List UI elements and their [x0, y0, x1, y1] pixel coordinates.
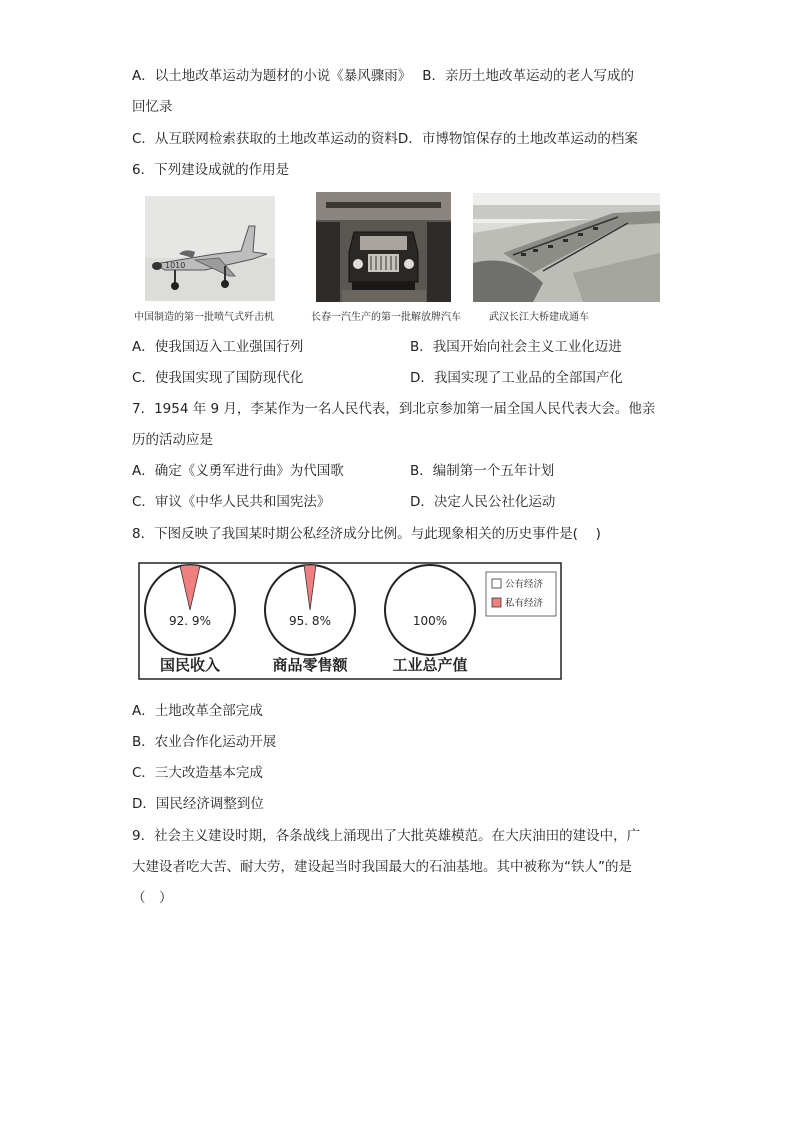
q8-option-d: D．国民经济调整到位 — [132, 796, 264, 812]
pie-value-label: 95. 8% — [289, 614, 331, 628]
q6-stem: 6．下列建设成就的作用是 — [132, 162, 290, 178]
pie-category-label: 国民收入 — [159, 656, 221, 674]
caption-bridge: 武汉长江大桥建成通车 — [489, 312, 589, 323]
q8-option-c: C．三大改造基本完成 — [132, 765, 263, 781]
q9-line-1: 9．社会主义建设时期，各条战线上涌现出了大批英雄模范。在大庆油田的建设中，广 — [132, 828, 641, 844]
pie-slice-public — [385, 565, 475, 655]
pie-value-label: 92. 9% — [169, 614, 211, 628]
q6-option-a: A．使我国迈入工业强国行列 — [132, 339, 304, 355]
q6-option-c: C．使我国实现了国防现代化 — [132, 370, 304, 386]
q8-option-b: B．农业合作化运动开展 — [132, 734, 277, 750]
jiefang-truck-photo — [316, 192, 451, 302]
q6-option-d: D．我国实现了工业品的全部国产化 — [410, 370, 623, 386]
pie-3 — [385, 565, 475, 674]
legend-swatch-private — [492, 598, 501, 607]
pie-value-label: 100% — [412, 614, 448, 628]
q7-option-c: C．审议《中华人民共和国宪法》 — [132, 494, 331, 510]
legend-swatch-public — [492, 579, 501, 588]
q7-option-a: A．确定《义勇军进行曲》为代国歌 — [132, 463, 344, 479]
q5-line-1: A．以土地改革运动为题材的小说《暴风骤雨》 B．亲历土地改革运动的老人写成的 — [132, 68, 635, 84]
legend-label-public: 公有经济 — [505, 579, 544, 590]
q5-line-3: C．从互联网检索获取的土地改革运动的资料D．市博物馆保存的土地改革运动的档案 — [132, 131, 638, 147]
q6-option-b: B．我国开始向社会主义工业化迈进 — [410, 339, 622, 355]
q7-option-d: D．决定人民公社化运动 — [410, 494, 556, 510]
legend-label-private: 私有经济 — [505, 598, 544, 609]
legend — [486, 572, 556, 616]
q5-line-2: 回忆录 — [132, 99, 173, 115]
wuhan-bridge-photo — [473, 193, 660, 302]
jet-fighter-photo — [145, 196, 275, 301]
q7-line-2: 历的活动应是 — [132, 432, 213, 448]
caption-truck: 长春一汽生产的第一批解放牌汽车 — [311, 312, 461, 323]
q9-line-2: 大建设者吃大苦、耐大劳，建设起当时我国最大的石油基地。其中被称为“铁人”的是 — [132, 859, 632, 875]
pie-category-label: 工业总产值 — [392, 656, 468, 674]
q7-line-1: 7．1954 年 9 月，李某作为一名人民代表，到北京参加第一届全国人民代表大会。他亲 — [132, 401, 656, 417]
svg-text:1010: 1010 — [165, 261, 186, 270]
q8-option-a: A．土地改革全部完成 — [132, 703, 263, 719]
q7-option-b: B．编制第一个五年计划 — [410, 463, 555, 479]
pie-category-label: 商品零售额 — [272, 656, 348, 674]
q8-stem: 8．下图反映了我国某时期公私经济成分比例。与此现象相关的历史事件是( ) — [132, 526, 601, 542]
caption-jet-fighter: 中国制造的第一批喷气式歼击机 — [134, 312, 274, 323]
q9-line-3: （ ） — [132, 890, 173, 906]
pie-chart-figure — [138, 562, 562, 680]
pie-2 — [265, 565, 355, 674]
